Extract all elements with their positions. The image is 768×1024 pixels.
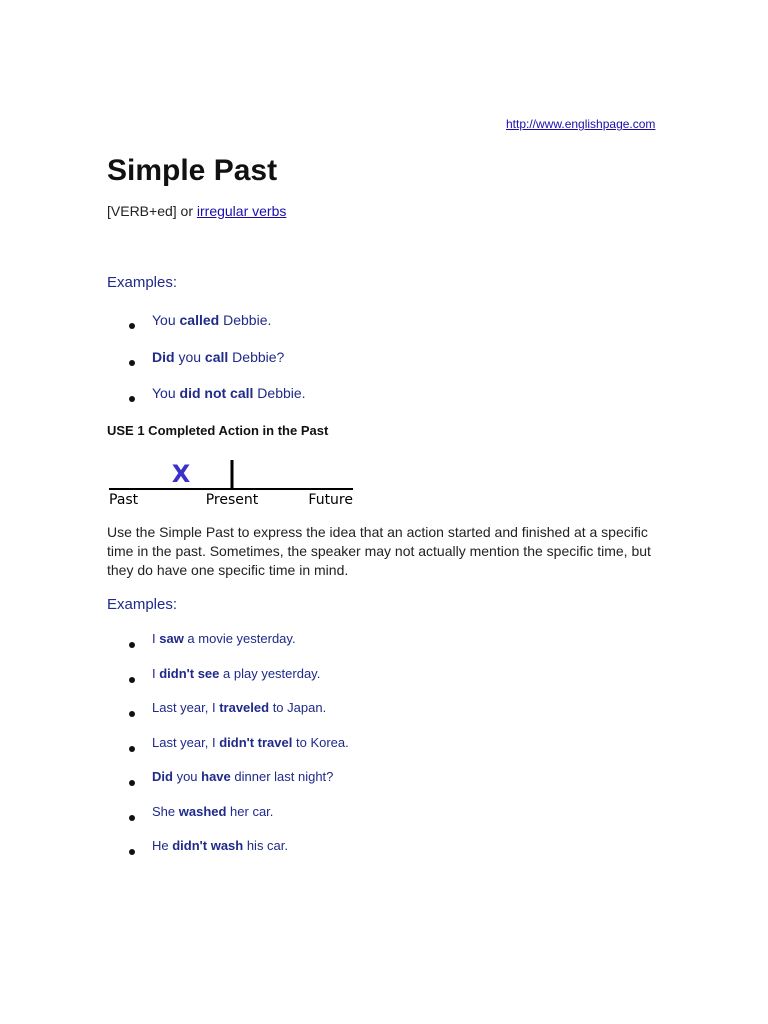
timeline-diagram [107,458,357,510]
example-verb: did not call [179,385,254,401]
source-link[interactable]: http://www.englishpage.com [506,117,656,131]
examples-list-2 [107,628,349,870]
example-text: you [174,348,205,365]
use1-heading: USE 1 Completed Action in the Past [107,423,329,438]
example-text: to Korea. [292,734,349,750]
list-item [107,628,349,663]
example-text: He [152,838,173,853]
example-verb: Did [152,769,173,784]
example-text: I [152,631,160,646]
examples-heading-1: Examples: [107,274,178,291]
examples-list-1 [107,308,306,418]
timeline-label-past: Past [109,492,139,508]
list-item [107,766,349,801]
examples-heading-2: Examples: [107,596,178,613]
page-title: Simple Past [107,154,278,187]
example-verb: saw [159,631,184,646]
example-text: his car. [243,838,289,853]
list-item [107,835,349,870]
bullet-icon [129,711,135,717]
list-item [107,381,306,418]
example-verb: washed [178,803,227,819]
formula-line [107,203,286,219]
example-text: Last year, I [152,734,220,750]
example-verb: didn't travel [219,734,293,750]
example-text: She [152,803,179,819]
example-text: You [152,312,180,328]
example-verb: Did [152,348,175,365]
bullet-icon [129,746,135,752]
list-item [107,697,349,732]
example-text: dinner last night? [230,769,334,784]
example-verb: call [204,348,229,365]
bullet-icon [129,815,135,821]
timeline-label-future: Future [308,492,353,508]
example-text: Debbie. [253,385,306,401]
list-item [107,801,349,836]
example-verb: traveled [219,700,270,715]
example-text: I [152,665,160,681]
example-text: you [172,769,202,784]
example-verb: have [201,769,231,784]
example-verb: called [179,312,220,328]
example-text: Debbie. [219,312,272,328]
example-text: to Japan. [269,700,327,715]
example-text: a play yesterday. [219,665,321,681]
example-verb: didn't see [159,665,220,681]
example-text: Last year, I [152,700,220,715]
example-text: Debbie? [228,348,285,365]
example-text: her car. [226,803,274,819]
irregular-verbs-link[interactable]: irregular verbs [196,203,287,219]
bullet-icon [129,849,135,855]
bullet-icon [129,396,135,402]
example-text: a movie yesterday. [183,631,296,646]
formula-text: [VERB+ed] or [107,203,197,219]
bullet-icon [129,780,135,786]
bullet-icon [129,360,135,366]
bullet-icon [129,677,135,683]
example-verb: didn't wash [172,838,244,853]
list-item [107,732,349,767]
use1-description: Use the Simple Past to express the idea that an action started and finished at a specific time in the past. Sometimes, the speaker may not actually mention the specific time, but they do have one specific time in mind. [107,524,651,578]
bullet-icon [129,323,135,329]
past-action-x-icon: X [171,460,191,488]
timeline-label-present: Present [205,492,259,508]
list-item [107,345,306,382]
list-item [107,308,306,345]
list-item [107,663,349,698]
bullet-icon [129,642,135,648]
example-text: You [152,385,180,401]
